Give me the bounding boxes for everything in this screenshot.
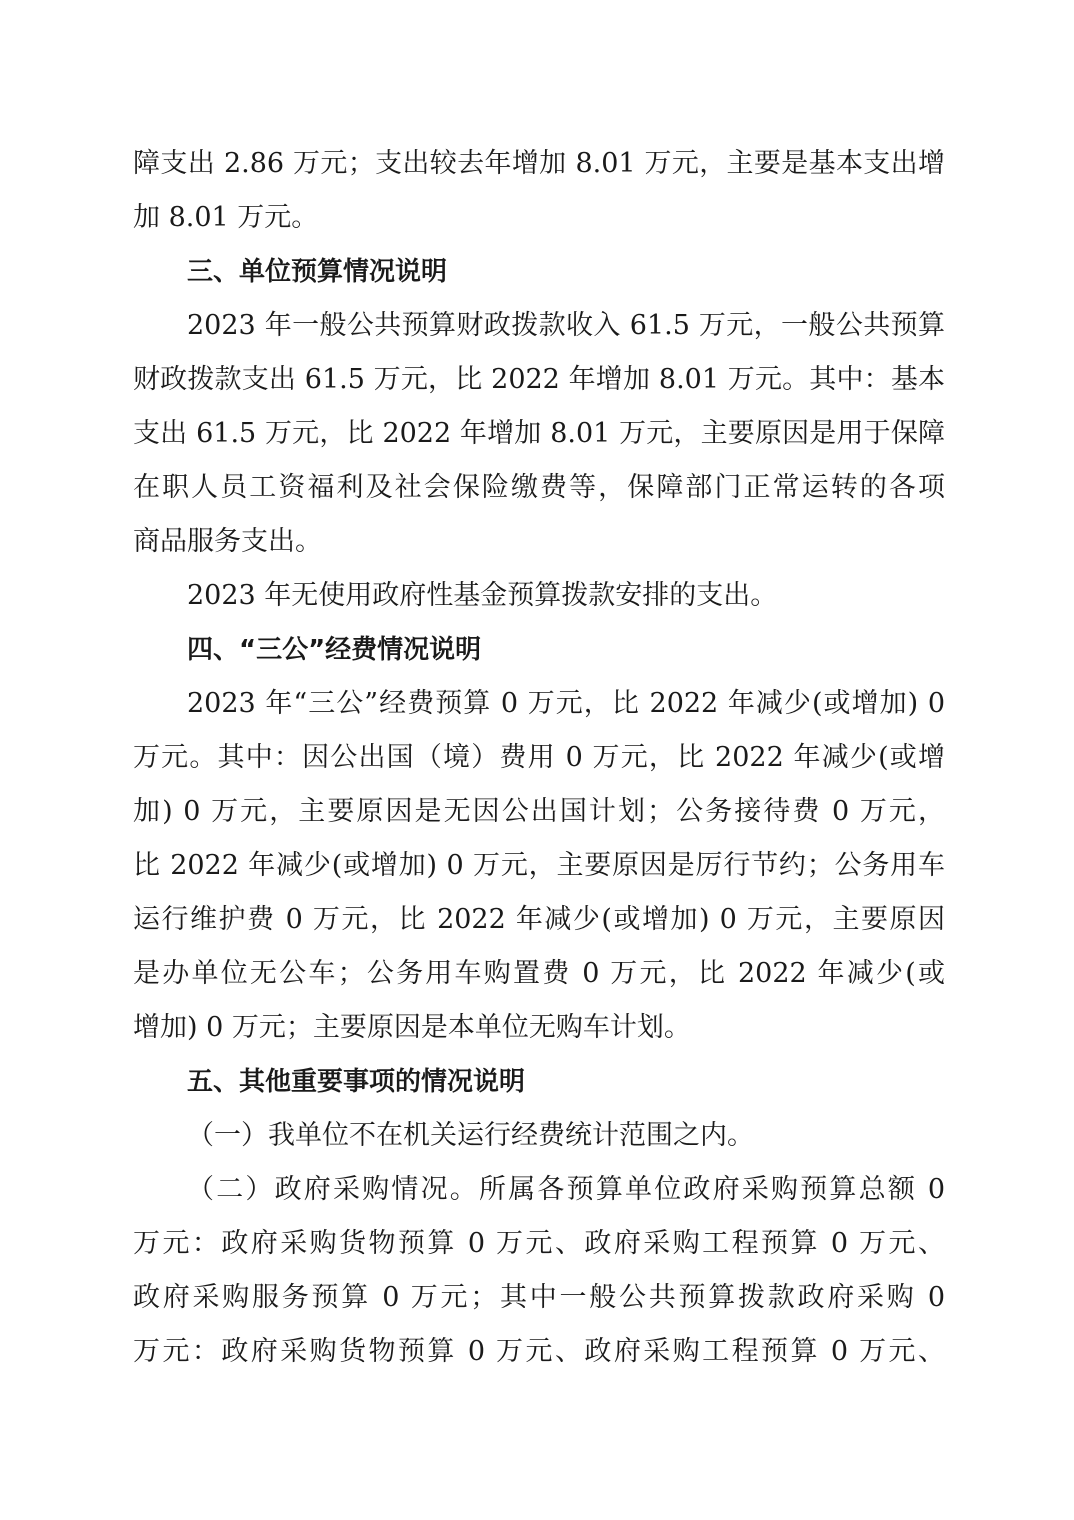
section-heading-5: 五、其他重要事项的情况说明 [187,1067,526,1097]
paragraph-line: 万元：政府采购货物预算 0 万元、政府采购工程预算 0 万元、 [133,1336,945,1367]
paragraph-line: 增加) 0 万元；主要原因是本单位无购车计划。 [133,1012,691,1043]
section-heading-3: 三、单位预算情况说明 [187,257,448,287]
paragraph-line: （二）政府采购情况。所属各预算单位政府采购预算总额 0 [187,1174,945,1205]
paragraph-line: 在职人员工资福利及社会保险缴费等，保障部门正常运转的各项 [133,472,945,503]
paragraph-line: 2023 年一般公共预算财政拨款收入 61.5 万元，一般公共预算 [187,310,945,341]
paragraph-line: 财政拨款支出 61.5 万元，比 2022 年增加 8.01 万元。其中：基本 [133,364,945,395]
paragraph-line: 比 2022 年减少(或增加) 0 万元，主要原因是厉行节约；公务用车 [133,850,945,881]
paragraph-line: 障支出 2.86 万元；支出较去年增加 8.01 万元，主要是基本支出增 [133,148,945,179]
paragraph-line: 运行维护费 0 万元，比 2022 年减少(或增加) 0 万元，主要原因 [133,904,945,935]
paragraph-line: 支出 61.5 万元，比 2022 年增加 8.01 万元，主要原因是用于保障 [133,418,945,449]
paragraph-line: 加 8.01 万元。 [133,202,319,233]
paragraph-line: 商品服务支出。 [133,526,322,557]
paragraph-line: 2023 年无使用政府性基金预算拨款安排的支出。 [187,580,778,611]
paragraph-line: 是办单位无公车；公务用车购置费 0 万元，比 2022 年减少(或 [133,958,945,989]
paragraph-line: 万元。其中：因公出国（境）费用 0 万元，比 2022 年减少(或增 [133,742,945,773]
paragraph-line: 2023 年“三公”经费预算 0 万元，比 2022 年减少(或增加) 0 [187,688,945,719]
paragraph-line: 万元：政府采购货物预算 0 万元、政府采购工程预算 0 万元、 [133,1228,945,1259]
paragraph-line: （一）我单位不在机关运行经费统计范围之内。 [187,1120,754,1151]
section-heading-4: 四、“三公”经费情况说明 [187,635,482,665]
paragraph-line: 加) 0 万元，主要原因是无因公出国计划；公务接待费 0 万元， [133,796,945,827]
paragraph-line: 政府采购服务预算 0 万元；其中一般公共预算拨款政府采购 0 [133,1282,945,1313]
